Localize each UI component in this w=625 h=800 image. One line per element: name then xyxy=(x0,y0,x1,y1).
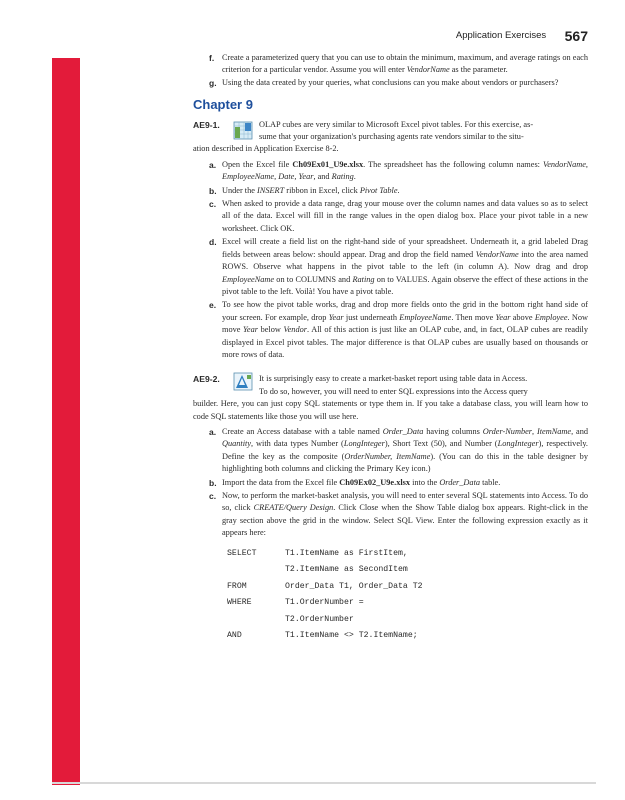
ae9-1-steps xyxy=(205,159,588,362)
bottom-rule xyxy=(52,782,596,784)
access-database-icon xyxy=(233,372,253,391)
step-a: a. Create an Access database with a table named Order_Data having columns Order-Number, ItemName, and Quantity, with data types Number (LongInteger), Short Text (50), and Number (LongInteger), respectively. Define the key as the composite (OrderNumber, ItemName). (You can do this in the table designer by highlighting both columns and clicking the Primary Key icon.) xyxy=(209,426,588,474)
step-c: c. Now, to perform the market-basket analysis, you will need to enter several SQL statements into Access. To do so, click CREATE/Query Design. Click Close when the Show Table dialog box appears. Right-click in the gray section above the grid in the window. Select SQL View. Enter the following expression exactly as it appears here: xyxy=(209,491,588,538)
exercise-ae9-2: AE9-2. It is surprisingly easy to create a market-basket report using table data in Access. To do so, however, you will need to enter SQL expressions into the Access query builder. Here, you can just copy SQL statements or type them in. If you take a database class, you will learn how to code SQL statements like those you will use here. xyxy=(193,374,588,421)
sql-line: AND T1.ItemName <> T2.ItemName; xyxy=(227,631,418,641)
sql-line: WHERE T1.OrderNumber = xyxy=(227,598,364,608)
exercise-number: AE9-1. xyxy=(193,119,220,130)
exercise-number: AE9-2. xyxy=(193,374,220,385)
sql-line: FROM Order_Data T1, Order_Data T2 xyxy=(227,581,423,591)
chapter-heading: Chapter 9 xyxy=(193,97,253,113)
step-a: a. Open the Excel file Ch09Ex01_U9e.xlsx. The spreadsheet has the following column names: VendorName, EmployeeName, Date, Year, and Rating. xyxy=(209,159,588,182)
step-b: b. Import the data from the Excel file Ch09Ex02_U9e.xlsx into the Order_Data table. xyxy=(209,477,501,488)
step-d: d. Excel will create a field list on the right-hand side of your spreadsheet. Underneath it, a grid labeled Drag fields between areas below: should appear. Drag and drop the field named VendorName into the area named ROWS. Observe what happens in the pivot table to the left (in column A). Now drag and drop EmployeeName on to COLUMNS and Rating on to VALUES. Again observe the effect of these actions in the pivot table to the left. Voilà! You have a pivot table. xyxy=(209,237,588,296)
spreadsheet-icon xyxy=(233,121,253,140)
ae9-2-steps xyxy=(205,426,588,540)
page-number: 567 xyxy=(564,27,588,44)
sql-code-block xyxy=(227,548,588,647)
intro-item-g: g. Using the data created by your queries, what conclusions can you make about vendors or purchasers? xyxy=(209,77,559,88)
sql-line: T2.ItemName as SecondItem xyxy=(285,565,408,575)
sql-line: T2.OrderNumber xyxy=(285,614,354,624)
page-accent-bar xyxy=(52,58,80,785)
step-c: c. When asked to provide a data range, drag your mouse over the column names and data values so as to select all of the data. Excel will fill in the range values in the open dialog box. Place your pivot table in a new worksheet. Click OK. xyxy=(209,199,588,233)
sql-line: SELECT T1.ItemName as FirstItem, xyxy=(227,548,408,558)
step-b: b. Under the INSERT ribbon in Excel, click Pivot Table. xyxy=(209,185,400,196)
intro-item-f: f. Create a parameterized query that you can use to obtain the minimum, maximum, and average ratings on each criterion for a particular vendor. Assume you will enter VendorName as the parameter. xyxy=(209,53,588,75)
exercise-ae9-1: AE9-1. OLAP cubes are very similar to Microsoft Excel pivot tables. For this exercise, as- sume that your organization's purchasing agents rate vendors similar to the situ- ation described in Application Exercise 8-2. xyxy=(193,119,534,154)
page-body xyxy=(193,52,588,647)
running-header xyxy=(456,27,588,45)
step-e: e. To see how the pivot table works, drag and drop more fields onto the grid in the bottom right hand side of your screen. For example, drop Year just underneath EmployeeName. Then move Year above Employee. Now move Year below Vendor. All of this action is just like an OLAP cube, and, in fact, OLAP cubes are readily displayed in Excel pivot tables. The major difference is that OLAP cubes are usually based on thousands or more rows of data. xyxy=(209,300,588,359)
section-title: Application Exercises xyxy=(455,30,547,42)
